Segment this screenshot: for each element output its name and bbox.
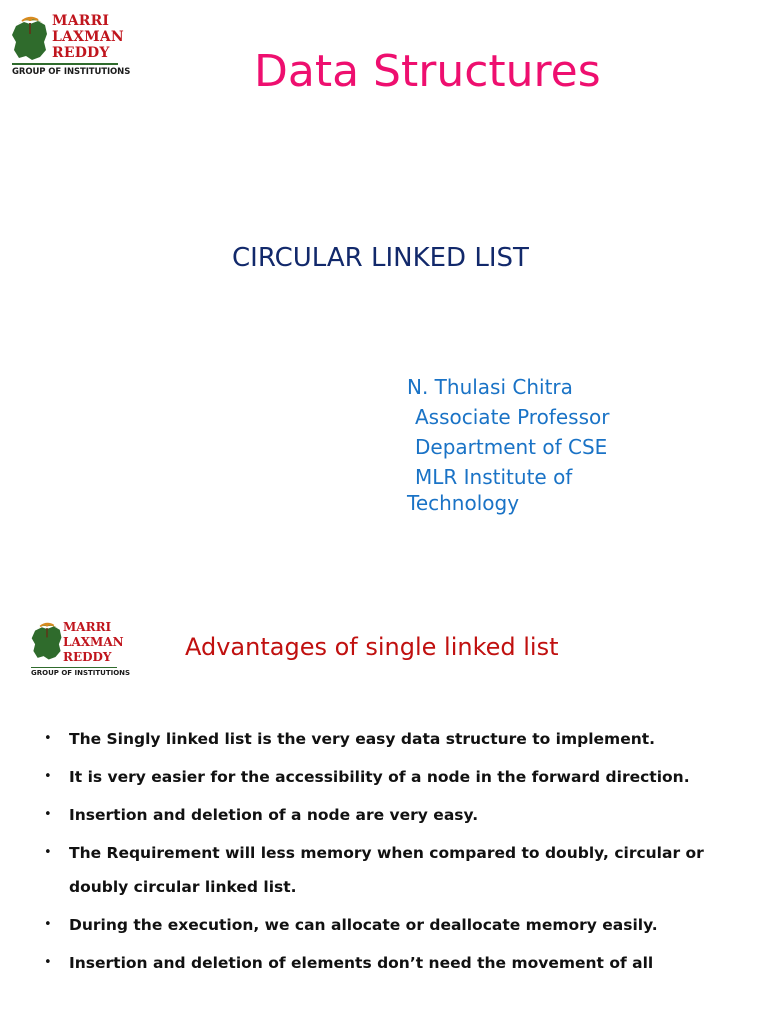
bullet-dot-icon: • [44, 845, 52, 860]
author-institute-line-1: MLR Institute of [415, 465, 573, 489]
list-item-text: The Requirement will less memory when compared to doubly, circular or doubly circular linked list. [69, 844, 704, 896]
logo-divider [12, 63, 118, 65]
logo-divider [31, 667, 117, 668]
list-item-text: The Singly linked list is the very easy data structure to implement. [69, 730, 656, 748]
institution-logo [10, 12, 131, 82]
logo-line-2: LAXMAN [52, 29, 124, 45]
list-item [40, 836, 740, 904]
list-item [40, 760, 740, 794]
list-item-text: Insertion and deletion of a node are very easy. [69, 806, 479, 824]
author-name: N. Thulasi Chitra [407, 375, 573, 399]
bullet-dot-icon: • [44, 731, 52, 746]
logo-tagline: GROUP OF INSTITUTIONS [12, 67, 131, 77]
institution-logo [30, 616, 131, 680]
author-block [407, 372, 707, 514]
list-item-text: It is very easier for the accessibility of a node in the forward direction. [69, 768, 690, 786]
list-item [40, 908, 740, 942]
bullet-dot-icon: • [44, 769, 52, 784]
logo-line-1: MARRI [63, 620, 112, 634]
list-item-text: Insertion and deletion of elements don’t need the movement of all [69, 954, 654, 972]
author-institute-line-2: Technology [407, 491, 520, 515]
map-tree-emblem-icon [30, 616, 64, 664]
logo-line-3: REDDY [52, 45, 110, 61]
course-title: Data Structures [254, 46, 601, 97]
map-tree-emblem-icon [10, 12, 50, 62]
logo-line-1: MARRI [52, 13, 110, 29]
topic-subtitle: CIRCULAR LINKED LIST [232, 243, 529, 273]
bullet-dot-icon: • [44, 807, 52, 822]
logo-tagline: GROUP OF INSTITUTIONS [31, 669, 131, 677]
list-item [40, 722, 740, 756]
bullet-dot-icon: • [44, 955, 52, 970]
logo-line-3: REDDY [63, 650, 112, 664]
slide-2 [0, 585, 768, 1024]
list-item [40, 798, 740, 832]
logo-line-2: LAXMAN [63, 635, 124, 649]
slide-heading: Advantages of single linked list [185, 633, 559, 661]
list-item-text: During the execution, we can allocate or deallocate memory easily. [69, 916, 658, 934]
author-designation: Associate Professor [415, 405, 610, 429]
advantages-list [40, 722, 740, 984]
list-item [40, 946, 740, 980]
author-department: Department of CSE [415, 435, 608, 459]
bullet-dot-icon: • [44, 917, 52, 932]
